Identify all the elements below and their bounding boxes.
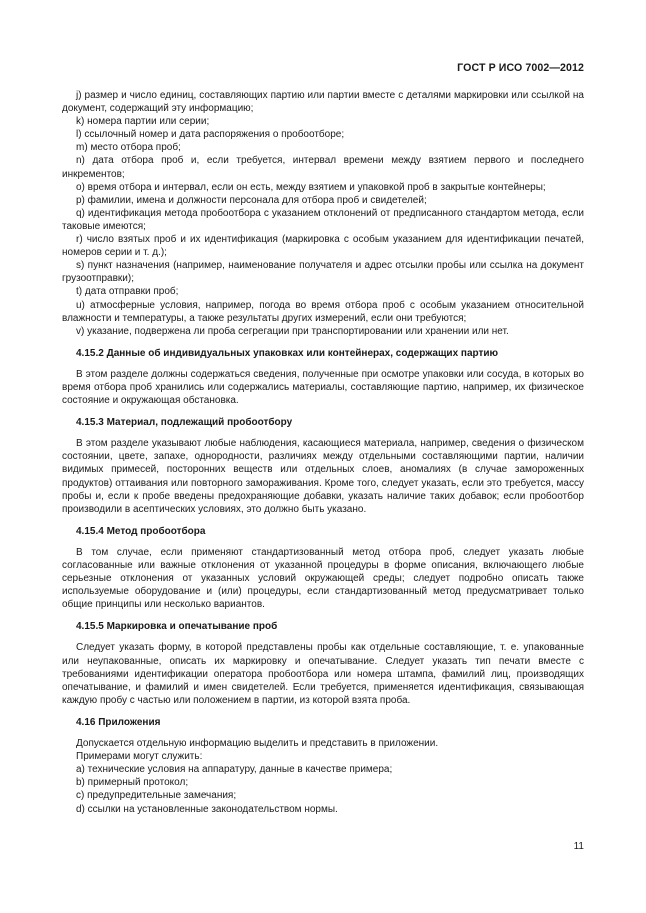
list-item: m) место отбора проб; bbox=[76, 142, 181, 154]
section-heading-4-15-4: 4.15.4 Метод пробоотбора bbox=[76, 525, 206, 537]
section-paragraph: В том случае, если применяют стандартизованный метод отбора проб, следует указать любые согласованные или важные отклонения от указанной процедуры в форме описания, включающего любые серьезные отклонения от указанных условий окружающей среды; следует подробно описать также используемые оборудование и (или) процедуры, если стандартизованный метод предусматривает только общие принципы или несколько вариантов. bbox=[62, 546, 584, 611]
list-item: l) ссылочный номер и дата распоряжения о пробоотборе; bbox=[76, 129, 345, 141]
section-paragraph: Примерами могут служить: bbox=[76, 751, 203, 763]
report-items-list bbox=[62, 89, 584, 338]
section-paragraph: Следует указать форму, в которой представлены пробы как отдельные составляющие, т. е. упакованные или неупакованные, описать их маркировку и опечатывание. Следует указать тип печати вместе с требованиями идентификации оператора пробоотбора или номера штампа, фамилий лиц, производящих опечатывание, и фамилий и имен свидетелей. Если требуется, применяется идентификация, связывающая каждую пробу с частью или положением в партии, из которой взята проба. bbox=[62, 642, 584, 706]
list-item: s) пункт назначения (например, наименование получателя и адрес отсылки пробы или ссылка на документ грузоотправки); bbox=[62, 260, 584, 285]
list-item: t) дата отправки проб; bbox=[76, 286, 179, 298]
section-heading-4-15-3: 4.15.3 Материал, подлежащий пробоотбору bbox=[76, 417, 293, 429]
section-heading-4-15-2: 4.15.2 Данные об индивидуальных упаковках или контейнерах, содержащих партию bbox=[76, 347, 499, 359]
page-number: 11 bbox=[573, 841, 584, 852]
section-paragraph: В этом разделе указывают любые наблюдения, касающиеся материала, например, сведения о физическом состоянии, цвете, запахе, однородности, различиях между отдельными составляющими партии, наличии видимых примесей, посторонних веществ или отдельных слоев, аномалиях (в случае замороженных продуктов) оттаивания или повторного замораживания. Кроме того, следует указать, если это требуется, массу пробы и, если к пробе введены предохраняющие добавки, указать наличие таких добавок; если пробоотбор производили в асептических условиях, это должно быть указано. bbox=[62, 438, 584, 515]
list-item: a) технические условия на аппаратуру, данные в качестве примера; bbox=[76, 764, 393, 776]
section-heading-4-15-5: 4.15.5 Маркировка и опечатывание проб bbox=[76, 621, 278, 633]
section-heading-4-16: 4.16 Приложения bbox=[76, 716, 161, 728]
appendix-examples-list bbox=[62, 763, 584, 815]
list-item: u) атмосферные условия, например, погода во время отбора проб с особым указанием относительной влажности и температуры, а также результаты других измерений, если они требуются; bbox=[62, 299, 584, 324]
list-item: p) фамилии, имена и должности персонала для отбора проб и свидетелей; bbox=[76, 194, 427, 206]
list-item: v) указание, подвержена ли проба сегрегации при транспортировании или хранении или нет. bbox=[76, 325, 509, 337]
section-paragraph: Допускается отдельную информацию выделить и представить в приложении. bbox=[76, 738, 439, 750]
list-item: j) размер и число единиц, составляющих партию или партии вместе с деталями маркировки или ссылкой на документ, содержащий эту информацию; bbox=[62, 90, 584, 115]
list-item: r) число взятых проб и их идентификация (маркировка с особым указанием для идентификации печатей, номеров серии и т. д.); bbox=[62, 234, 584, 259]
list-item: c) предупредительные замечания; bbox=[76, 790, 237, 802]
page-body bbox=[62, 89, 584, 816]
list-item: b) примерный протокол; bbox=[76, 777, 189, 789]
list-item: q) идентификация метода пробоотбора с указанием отклонений от предписанного стандартом метода, если таковые имеются; bbox=[62, 207, 584, 232]
list-item: n) дата отбора проб и, если требуется, интервал времени между взятием первого и последнего инкрементов; bbox=[62, 155, 584, 180]
section-paragraph: В этом разделе должны содержаться сведения, полученные при осмотре упаковки или сосуда, в которых во время отбора проб хранились или содержались материалы, составляющие партию, например, их физическое состояние и окружающая обстановка. bbox=[62, 368, 584, 407]
list-item: o) время отбора и интервал, если он есть, между взятием и упаковкой проб в закрытые контейнеры; bbox=[76, 181, 546, 193]
list-item: d) ссылки на установленные законодательством нормы. bbox=[76, 803, 338, 815]
standard-header: ГОСТ Р ИСО 7002—2012 bbox=[457, 62, 584, 74]
list-item: k) номера партии или серии; bbox=[76, 116, 210, 128]
